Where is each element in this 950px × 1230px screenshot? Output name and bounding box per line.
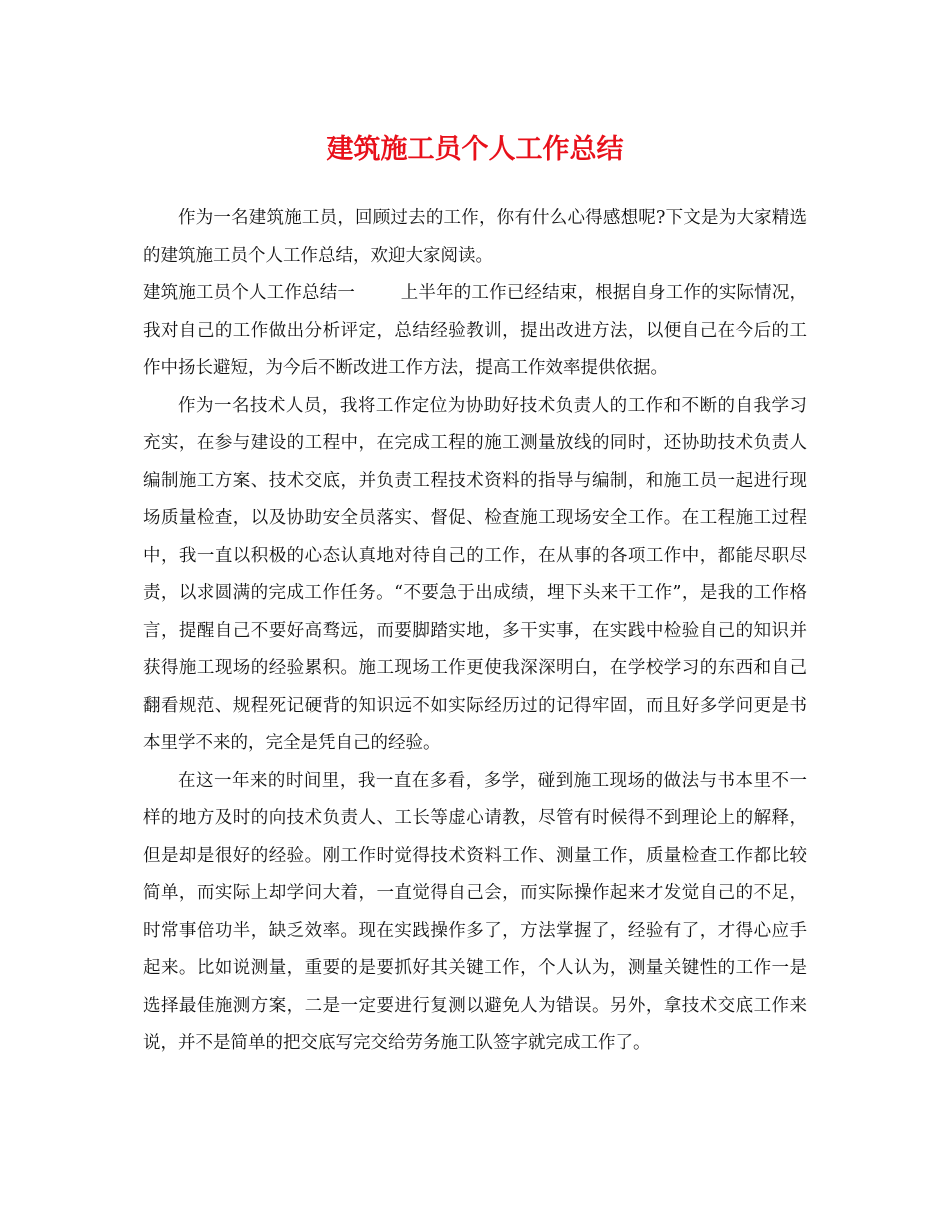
section-paragraph-1 (143, 275, 807, 388)
section-first-text: 上半年的工作已经结束，根据自身工作的实际情况，我对自己的工作做出分析评定，总结经验教训，提出改进方法，以便自己在今后的工作中扬长避短，为今后不断改进工作方法，提高工作效率提供依据。 (143, 283, 808, 378)
intro-paragraph: 作为一名建筑施工员，回顾过去的工作，你有什么心得感想呢?下文是为大家精选的建筑施工员个人工作总结，欢迎大家阅读。 (143, 208, 807, 266)
section-heading: 建筑施工员个人工作总结一 (143, 283, 356, 303)
body-paragraph-3: 在这一年来的时间里，我一直在多看，多学，碰到施工现场的做法与书本里不一样的地方及时的向技术负责人、工长等虚心请教，尽管有时候得不到理论上的解释，但是却是很好的经验。刚工作时觉得技术资料工作、测量工作，质量检查工作都比较简单，而实际上却学问大着，一直觉得自己会，而实际操作起来才发觉自己的不足，时常事倍功半，缺乏效率。现在实践操作多了，方法掌握了，经验有了，才得心应手起来。比如说测量，重要的是要抓好其关键工作，个人认为，测量关键性的工作一是选择最佳施测方案，二是一定要进行复测以避免人为错误。另外，拿技术交底工作来说，并不是简单的把交底写完交给劳务施工队签字就完成工作了。 (143, 770, 807, 1053)
body-paragraph-2: 作为一名技术人员，我将工作定位为协助好技术负责人的工作和不断的自我学习充实，在参与建设的工程中，在完成工程的施工测量放线的同时，还协助技术负责人编制施工方案、技术交底，并负责工程技术资料的指导与编制，和施工员一起进行现场质量检查，以及协助安全员落实、督促、检查施工现场安全工作。在工程施工过程中，我一直以积极的心态认真地对待自己的工作，在从事的各项工作中，都能尽职尽责，以求圆满的完成工作任务。“不要急于出成绩，埋下头来干工作”，是我的工作格言，提醒自己不要好高骛远，而要脚踏实地，多干实事，在实践中检验自己的知识并获得施工现场的经验累积。施工现场工作更使我深深明白，在学校学习的东西和自己翻看规范、规程死记硬背的知识远不如实际经历过的记得牢固，而且好多学问更是书本里学不来的，完全是凭自己的经验。 (143, 395, 807, 753)
document-title: 建筑施工员个人工作总结 (326, 134, 624, 165)
document-body (143, 200, 807, 1063)
